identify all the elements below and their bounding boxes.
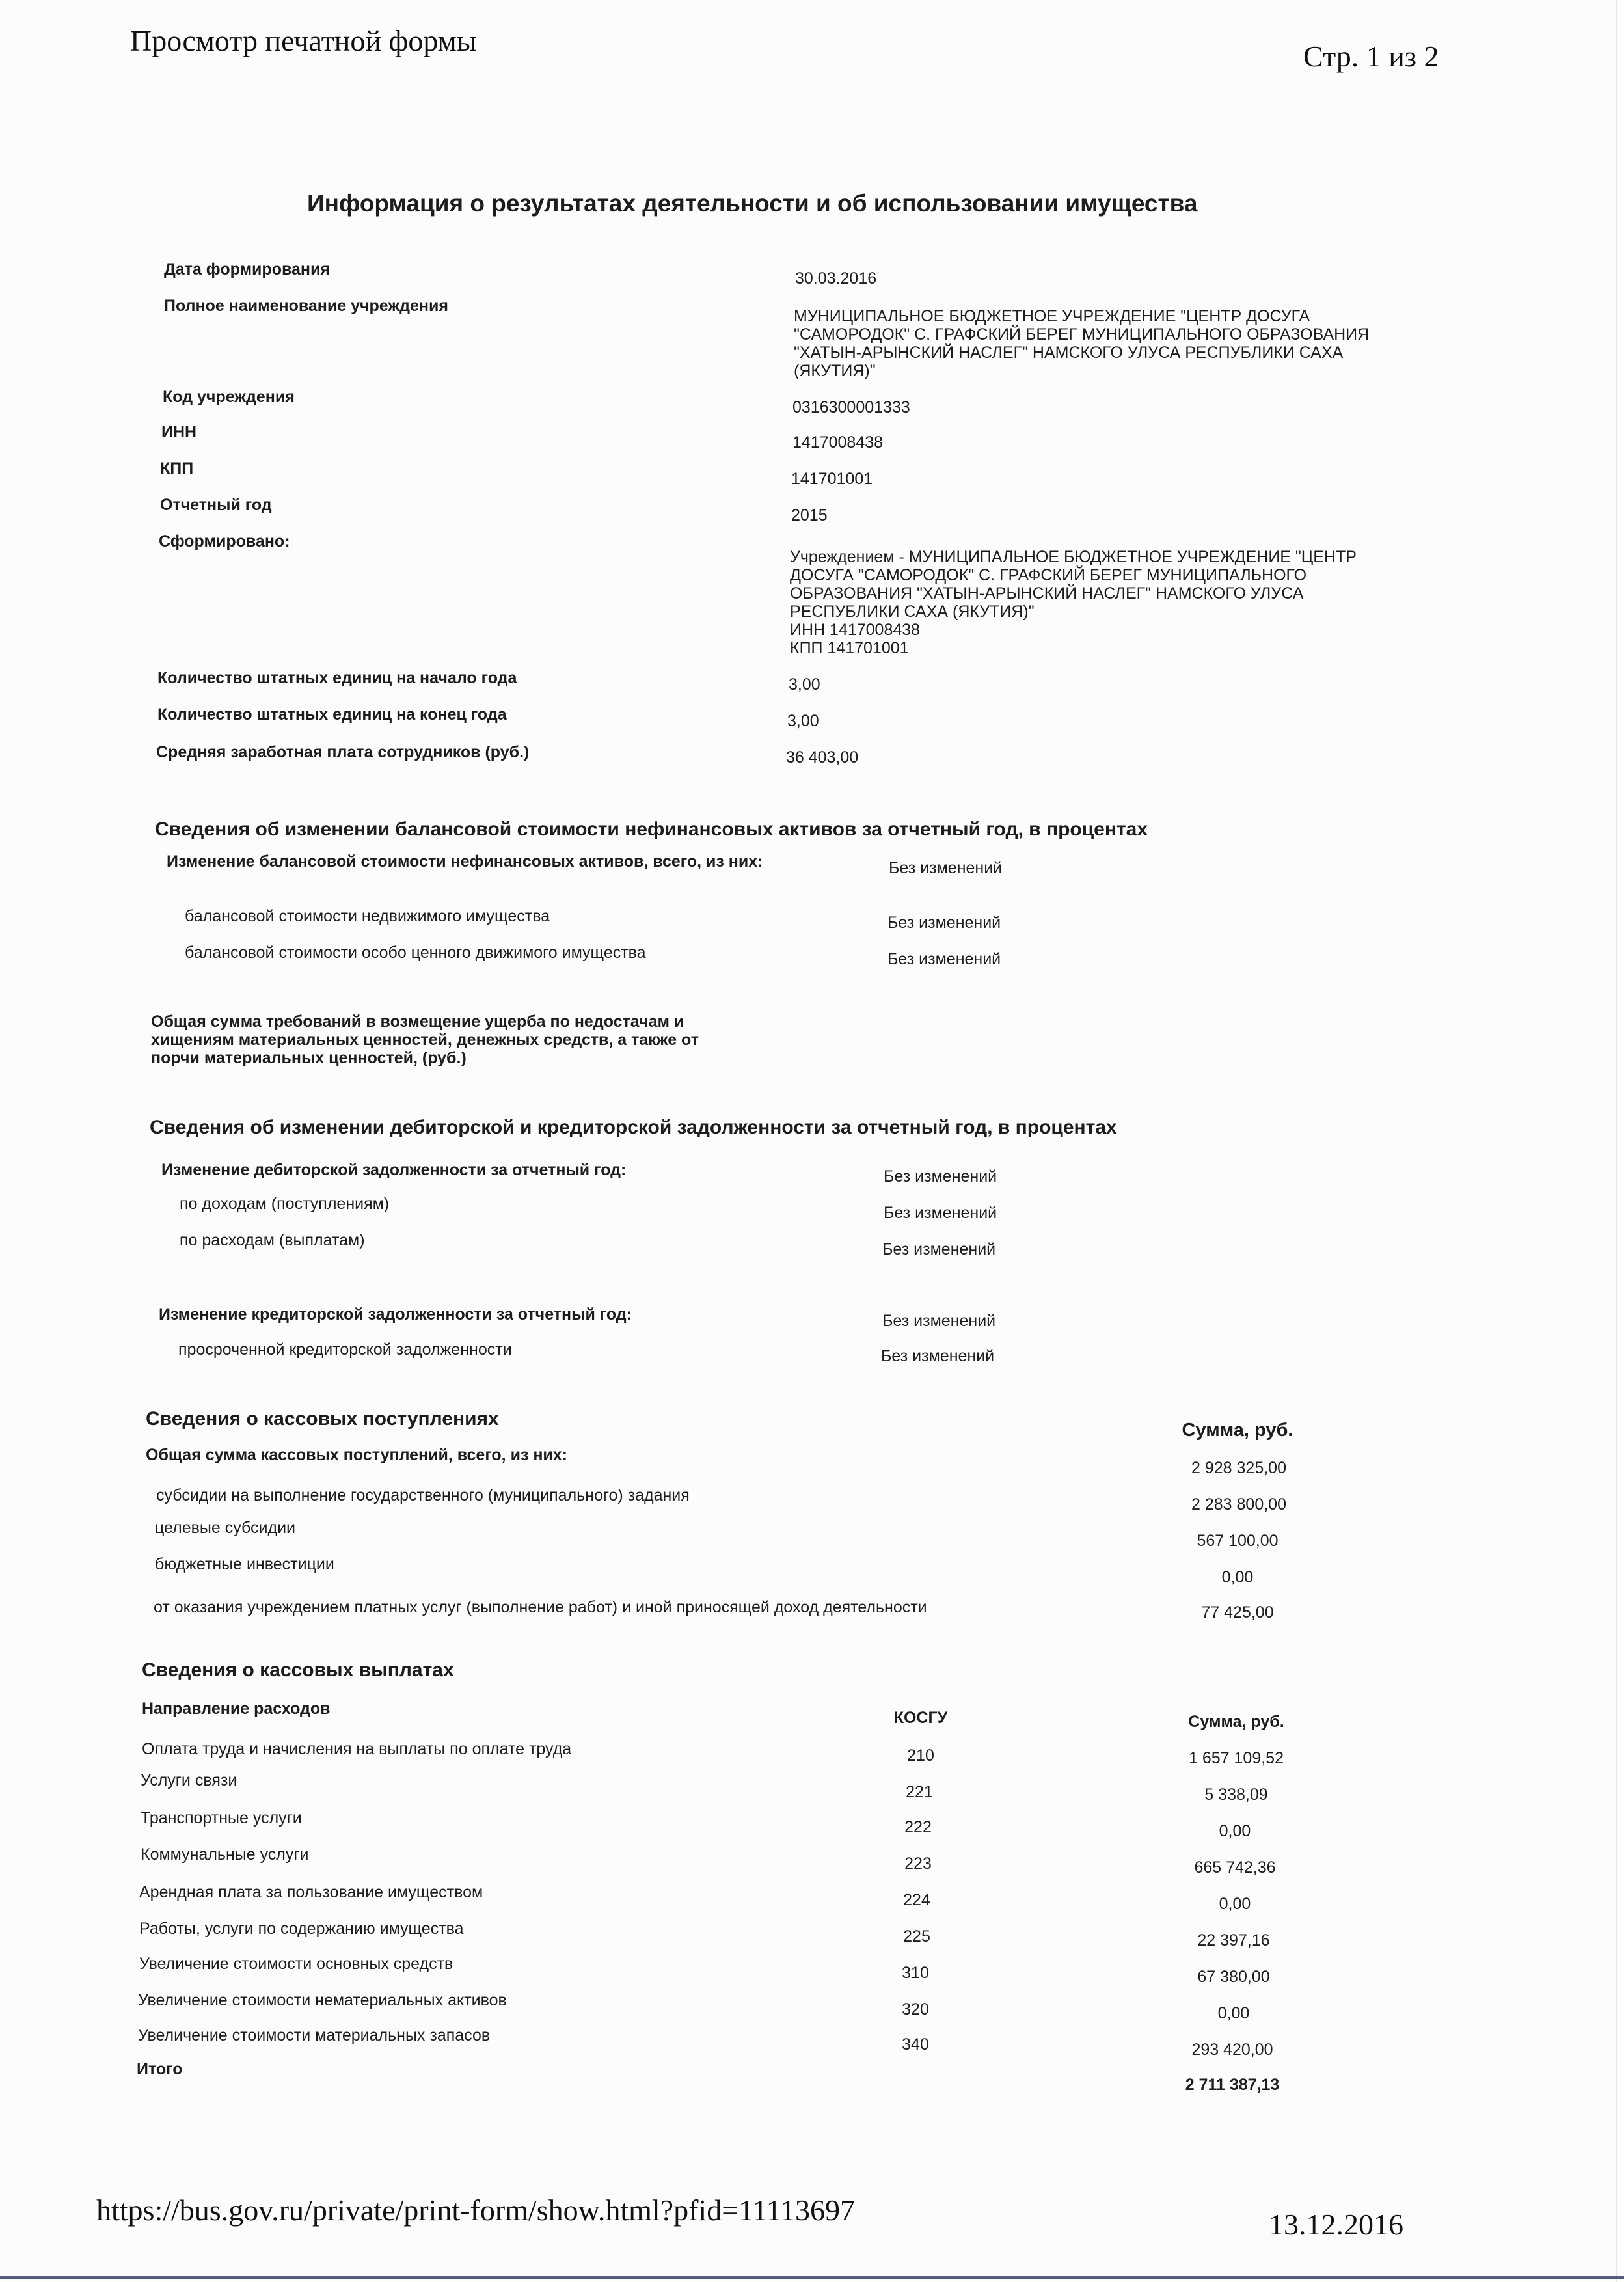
payments-row-kosgu: 221 [906,1783,933,1801]
assets-section-title: Сведения об изменении балансовой стоимости нефинансовых активов за отчетный год, в процентах [155,819,1148,840]
credit-overdue-label: просроченной кредиторской задолженности [178,1340,512,1359]
payments-row: Работы, услуги по содержанию имущества [139,1920,464,1938]
payments-row: Услуги связи [141,1771,237,1789]
inn-label: ИНН [161,423,197,441]
receipts-total-value: 2 928 325,00 [1191,1459,1286,1477]
receipts-row: от оказания учреждением платных услуг (выполнение работ) и иной приносящей доход деятельности [154,1598,927,1616]
assets-total-value: Без изменений [889,859,1003,877]
payments-total-value: 2 711 387,13 [1185,2076,1280,2094]
payments-row: Увеличение стоимости материальных запасов [138,2026,491,2044]
payments-kosgu-header: КОСГУ [893,1709,948,1727]
payments-row-value: 67 380,00 [1197,1968,1270,1986]
staff-start-value: 3,00 [789,675,820,694]
formed-block [790,548,1414,657]
payments-row-value: 293 420,00 [1191,2041,1273,2059]
receipts-row-value: 0,00 [1221,1568,1254,1586]
payments-row: Оплата труда и начисления на выплаты по оплате труда [142,1740,572,1758]
receipts-row: целевые субсидии [155,1519,296,1537]
assets-realty-label: балансовой стоимости недвижимого имущества [185,907,550,925]
assets-realty-value: Без изменений [887,914,1001,932]
credit-overdue-value: Без изменений [881,1347,995,1365]
salary-label: Средняя заработная плата сотрудников (руб.) [156,743,530,761]
payments-row-kosgu: 225 [903,1927,930,1946]
inn-value: 1417008438 [792,433,884,452]
receipts-section-title: Сведения о кассовых поступлениях [146,1408,499,1430]
code-value: 0316300001333 [792,398,910,416]
payments-row-value: 5 338,09 [1204,1786,1268,1804]
receipts-row: субсидии на выполнение государственного (муниципального) задания [156,1486,690,1504]
credit-label: Изменение кредиторской задолженности за отчетный год: [159,1305,632,1324]
credit-value: Без изменений [882,1312,996,1330]
document-title: Информация о результатах деятельности и об использовании имущества [307,190,1198,217]
payments-dir-header: Направление расходов [142,1700,331,1718]
payments-row: Коммунальные услуги [141,1845,309,1864]
name-label: Полное наименование учреждения [164,297,448,315]
payments-row-kosgu: 210 [907,1746,934,1765]
debit-income-label: по доходам (поступлениям) [180,1195,390,1213]
debit-expense-label: по расходам (выплатам) [180,1231,365,1249]
formed-inn: ИНН 1417008438 [790,621,921,639]
staff-start-label: Количество штатных единиц на начало года [157,669,517,687]
name-value: МУНИЦИПАЛЬНОЕ БЮДЖЕТНОЕ УЧРЕЖДЕНИЕ "ЦЕНТР ДОСУГА "САМОРОДОК" С. ГРАФСКИЙ БЕРЕГ МУНИЦИПАЛЬНОГО ОБРАЗОВАНИЯ "ХАТЫН-АРЫНСКИЙ НАСЛЕГ" НАМСКОГО УЛУСА РЕСПУБЛИКИ САХА (ЯКУТИЯ)" [794,307,1370,380]
kpp-label: КПП [160,459,194,478]
payments-row: Увеличение стоимости основных средств [139,1955,453,1973]
staff-end-label: Количество штатных единиц на конец года [157,705,507,724]
code-label: Код учреждения [163,388,295,406]
year-value: 2015 [791,506,828,524]
formed-label: Сформировано: [159,532,290,550]
assets-movable-value: Без изменений [887,950,1001,968]
payments-row-kosgu: 222 [904,1818,932,1836]
assets-total-label: Изменение балансовой стоимости нефинансовых активов, всего, из них: [167,852,763,871]
assets-movable-label: балансовой стоимости особо ценного движимого имущества [185,944,646,962]
payments-row: Транспортные услуги [141,1809,302,1827]
debit-expense-value: Без изменений [882,1240,996,1258]
receipts-row-value: 2 283 800,00 [1191,1495,1286,1514]
staff-end-value: 3,00 [787,712,819,730]
formed-value: Учреждением - МУНИЦИПАЛЬНОЕ БЮДЖЕТНОЕ УЧРЕЖДЕНИЕ "ЦЕНТР ДОСУГА "САМОРОДОК" С. ГРАФСКИЙ БЕРЕГ МУНИЦИПАЛЬНОГО ОБРАЗОВАНИЯ "ХАТЫН-АРЫНСКИЙ НАСЛЕГ" НАМСКОГО УЛУСА РЕСПУБЛИКИ САХА (ЯКУТИЯ)" [790,548,1357,621]
debit-value: Без изменений [884,1167,997,1186]
payments-row-kosgu: 223 [904,1854,932,1873]
date-label: Дата формирования [164,260,330,278]
payments-row-value: 1 657 109,52 [1189,1749,1284,1767]
print-url: https://bus.gov.ru/private/print-form/show.html?pfid=11113697 [96,2194,856,2227]
print-preview-title: Просмотр печатной формы [130,24,477,57]
payments-row-kosgu: 310 [902,1964,929,1982]
payments-row-kosgu: 340 [902,2035,929,2054]
receipts-total-label: Общая сумма кассовых поступлений, всего, из них: [146,1446,568,1464]
payments-row-value: 0,00 [1219,1895,1251,1913]
page-counter: Стр. 1 из 2 [1303,40,1439,73]
damage-label: Общая сумма требований в возмещение ущерба по недостачам и хищениям материальных ценностей, денежных средств, а также от порчи материальных ценностей, (руб.) [151,1012,699,1067]
scan-edge [1616,0,1617,2282]
payments-row-value: 0,00 [1219,1822,1251,1840]
debit-label: Изменение дебиторской задолженности за отчетный год: [161,1161,627,1179]
kpp-value: 141701001 [791,470,873,488]
year-label: Отчетный год [160,496,272,514]
payments-sum-header: Сумма, руб. [1188,1713,1284,1731]
print-date: 13.12.2016 [1269,2208,1403,2241]
payments-row-kosgu: 224 [903,1891,930,1909]
date-value: 30.03.2016 [795,269,877,288]
payments-row: Арендная плата за пользование имуществом [139,1883,483,1901]
debit-income-value: Без изменений [884,1204,997,1222]
payments-section-title: Сведения о кассовых выплатах [142,1659,454,1681]
payments-row-value: 665 742,36 [1194,1858,1276,1877]
formed-kpp: КПП 141701001 [790,639,909,657]
payments-row-kosgu: 320 [902,2000,929,2018]
payments-total-label: Итого [137,2060,183,2078]
debts-section-title: Сведения об изменении дебиторской и кредиторской задолженности за отчетный год, в процентах [150,1117,1117,1138]
scan-bottom-line [0,2276,1624,2279]
payments-row-value: 0,00 [1217,2004,1250,2022]
receipts-sum-header: Сумма, руб. [1182,1420,1293,1441]
receipts-row: бюджетные инвестиции [155,1555,334,1573]
receipts-row-value: 77 425,00 [1201,1603,1274,1622]
receipts-row-value: 567 100,00 [1197,1532,1279,1550]
payments-row: Увеличение стоимости нематериальных активов [138,1991,507,2009]
payments-row-value: 22 397,16 [1197,1931,1270,1949]
salary-value: 36 403,00 [786,748,859,767]
